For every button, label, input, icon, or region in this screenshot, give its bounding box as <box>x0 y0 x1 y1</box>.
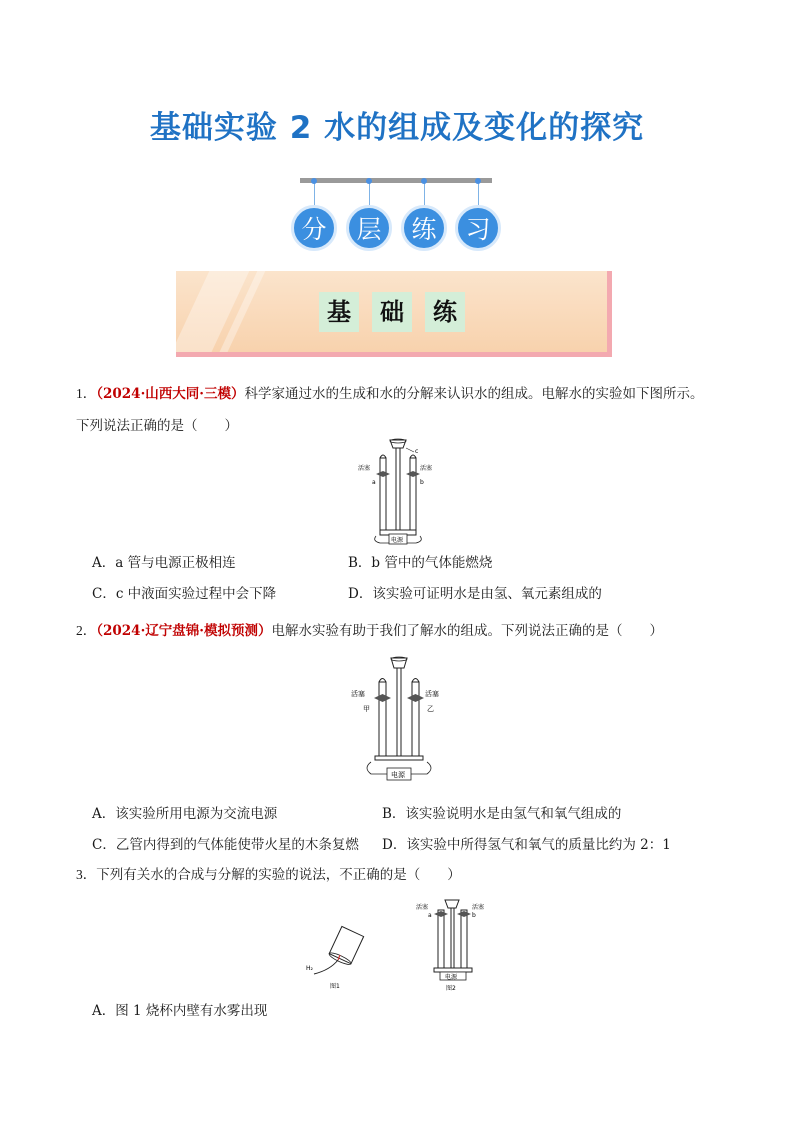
question-number: 2． <box>76 623 97 638</box>
badge-lian: 练 <box>401 205 447 251</box>
question-1-line2: 下列说法正确的是（ ） <box>76 418 238 434</box>
question-2-line1 <box>76 621 663 641</box>
figure-2-caption: 图2 <box>446 985 456 992</box>
stopcock-label: 活塞 <box>416 904 429 911</box>
tube-a-label: a <box>372 479 376 486</box>
question-3-line1 <box>76 865 461 885</box>
banner-char: 础 <box>372 292 412 332</box>
question-number: 1． <box>76 386 97 401</box>
figure-1-caption: 图1 <box>330 983 340 990</box>
electrolysis-apparatus-figure-2 <box>345 656 453 786</box>
electrolysis-apparatus-figure-3 <box>414 896 490 996</box>
q2-option-b: B．该实验说明水是由氢气和氧气组成的 <box>382 806 622 822</box>
badge-fen: 分 <box>291 205 337 251</box>
tube-jia-label: 甲 <box>363 705 370 713</box>
power-label: 电源 <box>391 771 405 779</box>
tube-yi-label: 乙 <box>427 705 434 713</box>
q2-option-a: A．该实验所用电源为交流电源 <box>92 806 278 822</box>
q1-option-a: A．a 管与电源正极相连 <box>92 555 236 571</box>
stopcock-label: 活塞 <box>420 465 433 472</box>
question-number: 3． <box>76 867 97 882</box>
page-title: 基础实验 2 水的组成及变化的探究 <box>149 110 645 146</box>
q2-option-d: D．该实验中所得氢气和氧气的质量比约为 2：1 <box>382 837 671 853</box>
badge-string <box>424 181 425 208</box>
stopcock-label: 活塞 <box>472 904 485 911</box>
funnel-c-label: c <box>415 448 419 455</box>
q1-option-d: D．该实验可证明水是由氢、氧元素组成的 <box>348 586 602 602</box>
badge-knot <box>366 178 372 184</box>
tube-a-label: a <box>428 912 432 919</box>
h2-label: H₂ <box>306 965 313 972</box>
tube-b-label: b <box>420 479 424 486</box>
badge-xi: 习 <box>455 205 501 251</box>
q2-option-c: C．乙管内得到的气体能使带火星的木条复燃 <box>92 837 359 853</box>
question-stem: 电解水实验有助于我们了解水的组成。下列说法正确的是（ ） <box>271 623 663 639</box>
badge-knot <box>475 178 481 184</box>
question-stem: 科学家通过水的生成和水的分解来认识水的组成。电解水的实验如下图所示。 <box>244 386 704 402</box>
badge-string <box>478 181 479 208</box>
question-source: （2024·辽宁盘锦·模拟预测） <box>96 623 272 639</box>
badge-knot <box>421 178 427 184</box>
tube-b-label: b <box>472 912 476 919</box>
stopcock-label: 活塞 <box>351 690 365 698</box>
hydrogen-combustion-figure <box>300 922 372 994</box>
q1-option-b: B．b 管中的气体能燃烧 <box>348 555 493 571</box>
power-label: 电源 <box>445 974 458 981</box>
q1-option-c: C．c 中液面实验过程中会下降 <box>92 586 277 602</box>
badge-string <box>314 181 315 208</box>
hanging-bar <box>300 178 492 183</box>
stopcock-label: 活塞 <box>425 690 439 698</box>
banner-char: 基 <box>319 292 359 332</box>
question-source: （2024·山西大同·三模） <box>96 386 245 402</box>
question-1-line1 <box>76 384 703 404</box>
stopcock-label: 活塞 <box>358 465 371 472</box>
section-banner <box>176 271 612 357</box>
question-stem: 下列有关水的合成与分解的实验的说法，不正确的是（ ） <box>96 867 461 883</box>
electrolysis-apparatus-figure-1 <box>356 438 440 546</box>
badge-ceng: 层 <box>346 205 392 251</box>
banner-char: 练 <box>425 292 465 332</box>
power-label: 电源 <box>391 537 404 544</box>
badge-string <box>369 181 370 208</box>
q3-option-a: A．图 1 烧杯内壁有水雾出现 <box>92 1003 268 1019</box>
badge-knot <box>311 178 317 184</box>
